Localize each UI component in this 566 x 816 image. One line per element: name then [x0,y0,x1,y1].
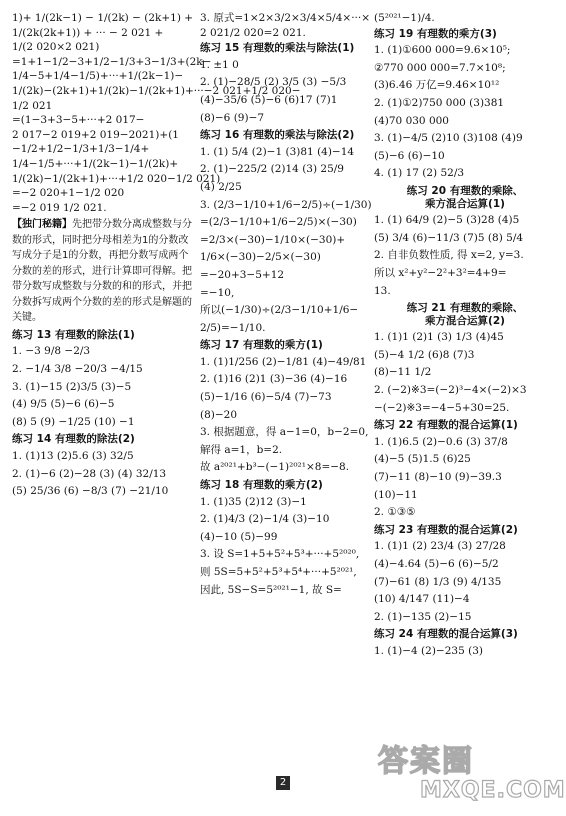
answer-line: (5)−1/16 (6)−5/4 (7)−73 [200,391,332,404]
answer-line: 2. (1)−135 (2)−15 [374,610,472,623]
answer-line: 1. (1) 5/4 (2)−1 (3)81 (4)−14 [200,145,355,158]
answer-column-2 [200,12,372,601]
section-heading-17: 练习 17 有理数的乘方(1) [200,339,323,352]
answer-line: (4)−35/6 (5)−6 (6)17 (7)1 [200,93,338,106]
answer-line: (7)−61 (8) 1/3 (9) 4/135 [374,575,502,588]
answer-column-3 [374,12,556,663]
answer-line: =(1−3+3−5+···+2 017− [12,114,145,127]
answer-line: =1+1−1/2−3+1/2−1/3+3−1/3+(2k− [12,55,212,68]
answer-line: (5)−4 1/2 (6)8 (7)3 [374,348,475,361]
answer-line: 2 021/2 020=2 021. [200,26,306,39]
tip-note [12,217,192,326]
answer-line: (5)−6 (6)−10 [374,149,445,162]
answer-line: 3. (1)−15 (2)3/5 (3)−5 [12,380,132,393]
section-heading-24: 练习 24 有理数的混合运算(3) [374,628,518,641]
answer-line: 1. (1)1 (2) 23/4 (3) 27/28 [374,540,506,553]
answer-line: 解得 a=1，b=2. [200,443,283,456]
answer-line: 3. (1)−4/5 (2)10 (3)108 (4)9 [374,132,523,145]
page-number: 2 [276,776,290,790]
answer-line: (8)−6 (9)−7 [200,111,265,124]
answers-19 [374,44,556,180]
answer-line: (4)−4.64 (5)−6 (6)−5/2 [374,558,499,570]
answer-line: 1. (1)6.5 (2)−0.6 (3) 37/8 [374,435,508,448]
tip-label: 【独门秘籍】 [12,219,72,231]
answer-line: 1/(2k)−1/(2k+1)+···+1/2 020−1/2 021) [12,172,221,185]
answer-line: 13. [374,284,391,297]
answer-line: 因此, 5S−S=5²⁰²¹−1, 故 S= [200,583,342,596]
answer-line: 4. (1) 17 (2) 52/3 [374,167,465,180]
answer-line: 1/4−1/5+···+1/(2k−1)−1/(2k)+ [12,157,179,170]
answer-line: (4)70 030 000 [374,114,449,127]
section-heading-21-line1: 练习 21 有理数的乘除、 [406,302,524,315]
answer-line: 2/5)=−1/10. [200,321,266,334]
answer-line: 所以 x²+y²−2²+3²=4+9= [374,266,507,279]
answer-line: (4) 9/5 (5)−6 (6)−5 [12,398,115,411]
answer-line: (5²⁰²¹−1)/4. [374,12,435,24]
answer-line: 2. (1)−225/2 (2)14 (3) 25/9 [200,163,344,176]
answer-line: 2. ①③⑤ [374,506,416,519]
answer-line: 3. 设 S=1+5+5²+5³+···+5²⁰²⁰, [200,548,360,561]
answer-line: 1. (1)①600 000=9.6×10⁵; [374,44,511,57]
continued-solution-2 [200,12,372,39]
section-heading-23: 练习 23 有理数的混合运算(2) [374,523,518,536]
section-heading-20-line2: 乘方混合运算(1) [425,197,505,210]
answer-line: =(2/3−1/10+1/6−2/5)×(−30) [200,216,357,229]
answer-line: (8)−11 1/2 [374,366,432,379]
answers-18 [200,496,372,597]
section-heading-18: 练习 18 有理数的乘方(2) [200,479,323,492]
answer-line: (3)6.46 万亿=9.46×10¹² [374,79,500,92]
answer-line: (10)−11 [374,488,418,501]
answer-line: (8) 5 (9) −1/25 (10) −1 [12,415,135,428]
answer-line: 则 5S=5+5²+5³+5⁴+···+5²⁰²¹, [200,566,357,578]
answer-line: 2 017−2 019+2 019−2021)+(1 [12,128,179,141]
answer-line: 1. −3 9/8 −2/3 [12,345,91,358]
answer-line: ②770 000 000=7.7×10⁸; [374,61,506,74]
answer-line: 1. (1)−4 (2)−235 (3) [374,644,483,657]
answers-21 [374,331,556,414]
answer-line: 1. (1) 64/9 (2)−5 (3)28 (4)5 [374,214,520,227]
section-heading-20 [374,185,556,210]
answer-line: 2. (1)16 (2)1 (3)−36 (4)−16 [200,373,348,386]
answer-line: =2/3×(−30)−1/10×(−30)+ [200,233,346,246]
answer-line: 3. 根据题意，得 a−1=0，b−2=0, [200,426,369,439]
answer-line: =−10, [200,286,235,299]
answer-line: 1. (1)35 (2)12 (3)−1 [200,495,307,508]
answer-line: 3. 原式=1×2×3/2×3/4×5/4×···× [200,12,371,24]
answers-13 [12,345,192,428]
answer-line: −1/2+1/2−1/3+1/3−1/4+ [12,143,150,156]
section-heading-19: 练习 19 有理数的乘方(3) [374,27,497,40]
answer-line: 1/(2k(2k+1)) + ··· − 2 021 + [12,26,164,39]
answers-16 [200,146,372,335]
answer-line: 2. (1)4/3 (2)−1/4 (3)−10 [200,513,330,526]
answer-line: 故 a²⁰²¹+b³−(−1)²⁰²¹×8=−8. [200,461,350,474]
tip-text: 先把带分数分离成整数与分数的形式，同时把分母相差为1的分数改写成分子是1的分数，再把分数写成两个分数的差的形式，进行计算即可得解。把带分数写成整数与分数的和的形式，并把分数拆写成两个分数的差的形式是解题的关键。 [12,219,192,324]
continued-solution-3 [374,12,556,25]
answer-line: 1. (1)1 (2)1 (3) 1/3 (4)45 [374,331,504,344]
answer-line: 2. (1)−6 (2)−28 (3) (4) 32/13 [12,467,167,480]
answer-line: (8)−20 [200,408,238,421]
answer-line: 2. (−2)※3=(−2)³−4×(−2)×3 [374,384,527,397]
answer-line: 1/(2k)−(2k+1)+1/(2k)−1/(2k+1)+···−2 021+1/2 020− [12,84,301,97]
answers-22 [374,436,556,519]
answer-line: 1. (1)13 (2)5.6 (3) 32/5 [12,449,134,462]
answer-line: (4)−10 (5)−99 [200,530,278,543]
section-heading-16: 练习 16 有理数的乘法与除法(2) [200,129,355,142]
answer-line: 3. (2/3−1/10+1/6−2/5)÷(−1/30) [200,198,372,211]
answers-23 [374,540,556,623]
answers-20 [374,214,556,297]
section-heading-14: 练习 14 有理数的除法(2) [12,433,135,446]
answer-line: (5) 3/4 (6)−11/3 (7)5 (8) 5/4 [374,231,524,244]
answers-15 [200,59,372,124]
answer-line: (5) 25/36 (6) −8/3 (7) −21/10 [12,485,169,498]
answer-line: =−20+3−5+12 [200,268,285,281]
watermark-url: MXQE.COM [420,778,566,803]
answer-line: =−2 019 1/2 021. [12,201,107,214]
answer-line: 2. 自非负数性质, 得 x=2, y=3. [374,249,524,262]
answer-line: (10) 4/147 (11)−4 [374,593,470,606]
answer-line: 1)+ 1/(2k−1) − 1/(2k) − (2k+1) + [12,12,194,24]
answer-line: (4) 2/25 [200,180,242,193]
answer-line: =−2 020+1−1/2 020 [12,187,125,200]
answer-line: 所以(−1/30)÷(2/3−1/10+1/6− [200,304,359,317]
answers-14 [12,450,192,498]
answer-line: (4)−5 (5)1.5 (6)25 [374,453,471,466]
answer-line: (7)−11 (8)−10 (9)−39.3 [374,471,502,484]
section-heading-20-line1: 练习 20 有理数的乘除、 [406,184,524,197]
answers-24 [374,645,556,658]
answer-line: 2. (1)①2)750 000 (3)381 [374,96,505,109]
answer-line: 1. (1)1/256 (2)−1/81 (4)−49/81 [200,355,367,368]
answer-line: 1/2 021 [12,99,53,112]
watermark-logo: 答案圈 [378,744,474,779]
answer-line: −(−2)※3=−4−5+30=25. [374,401,510,414]
answer-line: 2. (1)−28/5 (2) 3/5 (3) −5/3 [200,76,347,89]
answers-17 [200,356,372,474]
section-heading-15: 练习 15 有理数的乘法与除法(1) [200,42,355,55]
answer-line: 1. ±1 0 [200,58,239,71]
answer-line: 1/4−5+1/4−1/5)+···+1/(2k−1)− [12,70,184,83]
section-heading-21 [374,302,556,327]
section-heading-21-line2: 乘方混合运算(2) [425,314,505,327]
section-heading-22: 练习 22 有理数的混合运算(1) [374,419,518,432]
answer-line: 1/6×(−30)−2/5×(−30) [200,251,321,264]
section-heading-13: 练习 13 有理数的除法(1) [12,328,135,341]
answer-line: 1/(2 020×2 021) [12,41,100,54]
answer-line: 2. −1/4 3/8 −20/3 −4/15 [12,363,143,375]
